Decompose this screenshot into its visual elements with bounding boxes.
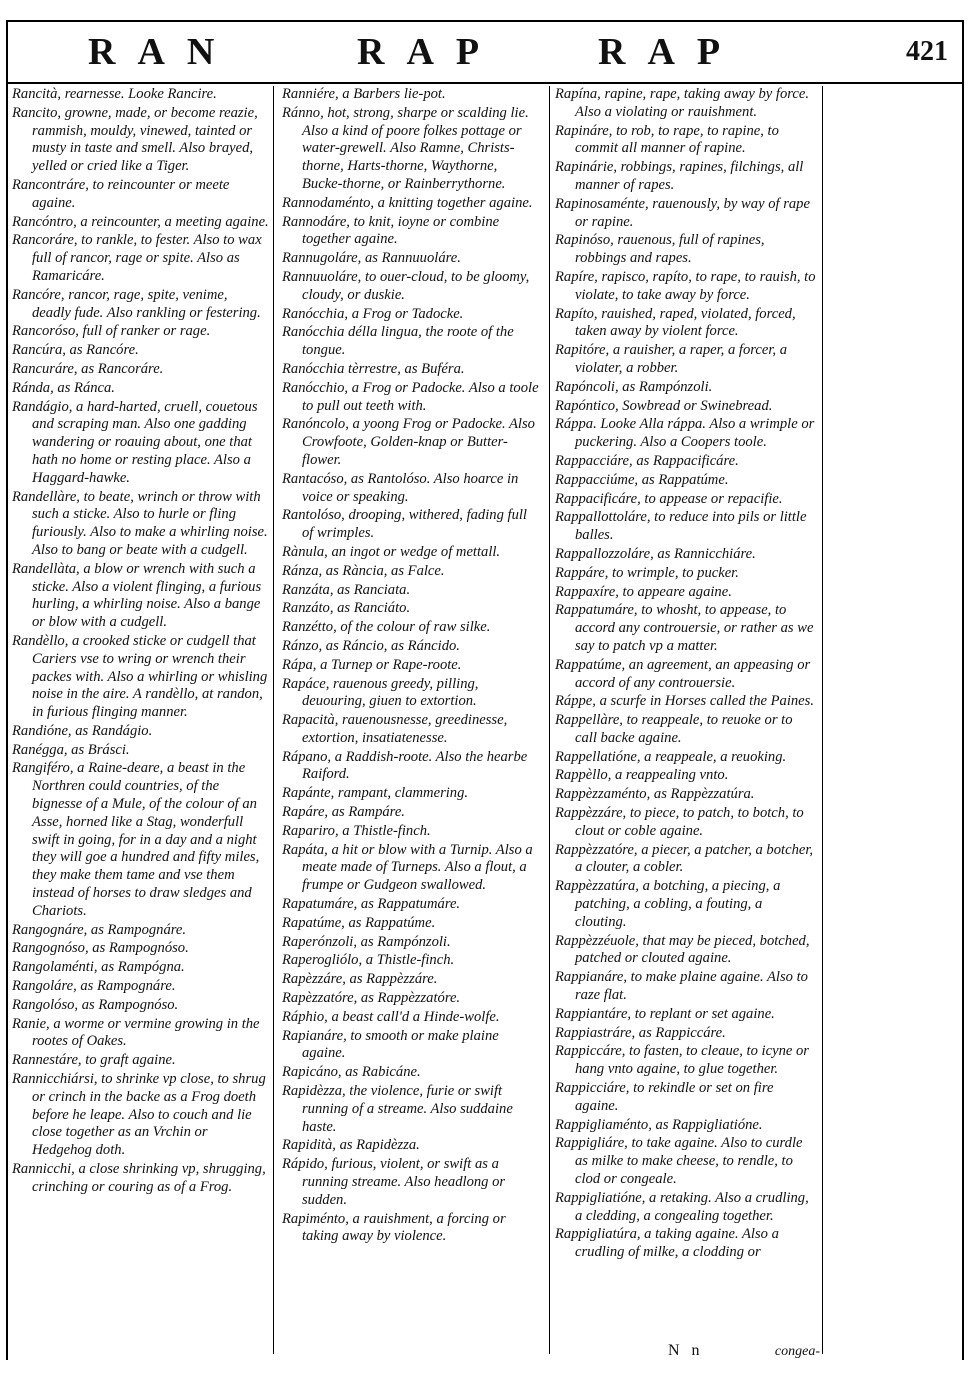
dictionary-entry: Rappallozzoláre, as Rannicchiáre.: [555, 545, 756, 562]
dictionary-entry: Rappigliatióne, a retaking. Also a crudling, a cledding, a congealing together.: [555, 1189, 809, 1224]
dictionary-entry: Ranégga, as Brásci.: [12, 741, 130, 758]
dictionary-entry: Rappèzzatóre, a piecer, a patcher, a botcher, a clouter, a cobler.: [555, 841, 814, 876]
dictionary-entry: Rapèzzáre, as Rappèzzáre.: [282, 971, 438, 988]
dictionary-entry: Rapóntico, Sowbread or Swinebread.: [555, 397, 773, 414]
column-3: [555, 86, 817, 1263]
dictionary-entry: Rangolóso, as Rampognóso.: [12, 996, 179, 1013]
dictionary-entry: Rappèzzatúra, a botching, a piecing, a patching, a cobling, a fouting, a clouting.: [555, 878, 781, 930]
dictionary-entry: Rangiféro, a Raine-deare, a beast in the Northren could countries, of the bignesse of a Mule, of the colour of an Asse, horned like a Stag, wonderfull swift in going, for in a day and a night they will goe a hundred and fifty miles, they make them tame and vse them instead of horses to draw sledges and Chariots.: [12, 760, 260, 919]
dictionary-entry: Rappellàre, to reappeale, to reuoke or to call backe againe.: [555, 712, 793, 746]
dictionary-entry: Rappatúme, an agreement, an appeasing or accord of any controuersie.: [555, 656, 811, 691]
dictionary-entry: Rapináre, to rob, to rape, to rapine, to commit all manner of rapine.: [555, 122, 779, 157]
header-right: RAP: [598, 31, 743, 73]
dictionary-entry: Rapèzzatóre, as Rappèzzatóre.: [282, 990, 461, 1007]
dictionary-entry: Rapóncoli, as Rampónzoli.: [555, 378, 713, 395]
dictionary-entry: Rannodáre, to knit, ioyne or combine together againe.: [282, 213, 500, 248]
dictionary-entry: Rancóre, rancor, rage, spite, venime, deadly fude. Also rankling or festering.: [12, 286, 261, 321]
column-2: [282, 86, 540, 1247]
column-rule: [822, 86, 823, 1354]
header-left: RAN: [88, 31, 237, 73]
dictionary-entry: Rancontráre, to reincounter or meete againe.: [12, 176, 230, 211]
dictionary-entry: Rappacciáre, as Rappacificáre.: [555, 452, 739, 469]
dictionary-entry: Rapidèzza, the violence, furie or swift running of a streame. Also suddaine haste.: [282, 1083, 513, 1135]
dictionary-entry: Randellàre, to beate, wrinch or throw with such a sticke. Also to hurle or fling furiously. Also to make a whirling noise. Also to bang or beate with a cudgell.: [12, 488, 268, 558]
catchword: congea-: [774, 1344, 820, 1359]
dictionary-entry: Rápa, a Turnep or Rape-roote.: [282, 656, 462, 673]
dictionary-entry: Randèllo, a crooked sticke or cudgell that Cariers vse to wring or wrench their packes with. Also a whirling or whisling noise in the aire. A randèllo, at randon, in furious flinging manner.: [12, 632, 268, 721]
dictionary-entry: Rappigliatúra, a taking againe. Also a crudling of milke, a clodding or: [555, 1226, 779, 1261]
dictionary-entry: Rappáre, to wrimple, to pucker.: [555, 564, 739, 581]
dictionary-entry: Rapariro, a Thistle-finch.: [282, 822, 431, 839]
dictionary-entry: Rappigliaménto, as Rappigliatióne.: [555, 1116, 763, 1133]
dictionary-entry: Rapitóre, a rauisher, a raper, a forcer, a violater, a robber.: [555, 342, 788, 376]
dictionary-entry: Randióne, as Randágio.: [12, 722, 153, 739]
dictionary-entry: Ranzétto, of the colour of raw silke.: [282, 619, 491, 636]
column-rule: [273, 86, 274, 1354]
dictionary-entry: Rannodaménto, a knitting together againe.: [282, 194, 533, 211]
dictionary-entry: Rangoláre, as Rampognáre.: [12, 978, 176, 995]
dictionary-entry: Rapinóso, rauenous, full of rapines, robbings and rapes.: [555, 232, 765, 267]
dictionary-entry: Ránda, as Ránca.: [12, 379, 115, 396]
dictionary-entry: Rappicciáre, to rekindle or set on fire againe.: [555, 1080, 774, 1114]
dictionary-entry: Rannuuoláre, to ouer-cloud, to be gloomy, cloudy, or duskie.: [282, 268, 530, 303]
dictionary-entry: Rangolaménti, as Rampógna.: [12, 959, 185, 976]
dictionary-entry: Rappacificáre, to appease or repacifie.: [555, 490, 783, 507]
dictionary-entry: Rappiantáre, to replant or set againe.: [555, 1005, 775, 1022]
dictionary-entry: Rannestáre, to graft againe.: [12, 1052, 176, 1069]
dictionary-entry: Rannicchiársi, to shrinke vp close, to shrug or crinch in the backe as a Frog doeth before he leape. Also to couch and lie close together as an Vrchin or Hedgehog doth.: [12, 1071, 266, 1159]
dictionary-entry: Rappiastráre, as Rappiccáre.: [555, 1024, 726, 1041]
dictionary-entry: Rancito, growne, made, or become reazie, rammish, mouldy, vinewed, tainted or musty in taste and smell. Also brayed, yelled or cried like a Tiger.: [12, 104, 258, 175]
dictionary-entry: Rappacciúme, as Rappatúme.: [555, 471, 729, 488]
header-middle: RAP: [357, 31, 502, 73]
dictionary-entry: Rapánte, rampant, clammering.: [282, 785, 469, 802]
column-rule: [549, 86, 550, 1354]
dictionary-entry: Rancóntro, a reincounter, a meeting againe.: [12, 213, 269, 230]
dictionary-entry: Rapicáno, as Rabicáne.: [282, 1064, 421, 1081]
dictionary-entry: Ranóncolo, a yoong Frog or Padocke. Also Crowfoote, Golden-knap or Butter-flower.: [282, 416, 535, 468]
dictionary-entry: Rappallottoláre, to reduce into pils or little balles.: [555, 509, 807, 544]
dictionary-entry: Rappigliáre, to take againe. Also to curdle as milke to make cheese, to rendle, to clod or congeale.: [555, 1135, 803, 1188]
dictionary-entry: Ranócchio, a Frog or Padocke. Also a toole to pull out teeth with.: [282, 379, 539, 414]
dictionary-entry: Rancoróso, full of ranker or rage.: [12, 323, 211, 340]
dictionary-entry: Rancoráre, to rankle, to fester. Also to wax full of rancor, rage or spite. Also as Ramaricáre.: [12, 232, 262, 284]
dictionary-entry: Rappatumáre, to whosht, to appease, to accord any controuersie, or rather as we say to patch vp a matter.: [555, 602, 814, 654]
dictionary-entry: Ranzáto, as Ranciáto.: [282, 600, 411, 617]
dictionary-entry: Rappellatióne, a reappeale, a reuoking.: [555, 748, 787, 765]
header-rule: [6, 82, 964, 84]
dictionary-entry: Rapáce, rauenous greedy, pilling, deuouring, giuen to extortion.: [282, 675, 479, 710]
dictionary-entry: Ranniére, a Barbers lie-pot.: [282, 86, 446, 102]
dictionary-entry: Rannugoláre, as Rannuuoláre.: [282, 250, 461, 267]
column-1: [12, 86, 270, 1198]
dictionary-entry: Randellàta, a blow or wrench with such a sticke. Also a violent flinging, a furious hurling, a whirling noise. Also a bange or blow with a cudgell.: [12, 560, 262, 631]
dictionary-entry: Ranócchia délla lingua, the roote of the tongue.: [282, 324, 514, 359]
dictionary-entry: Rancuráre, as Rancoráre.: [12, 360, 164, 377]
signature-mark: N n: [668, 1342, 704, 1359]
dictionary-entry: Rapína, rapine, rape, taking away by force. Also a violating or rauishment.: [555, 86, 809, 120]
dictionary-entry: Rappèzzáre, to piece, to patch, to botch, to clout or coble againe.: [555, 805, 804, 839]
dictionary-entry: Ráphio, a beast call'd a Hinde-wolfe.: [282, 1008, 500, 1025]
dictionary-entry: Rannicchi, a close shrinking vp, shrugging, crinching or couring as of a Frog.: [12, 1161, 266, 1195]
dictionary-entry: Randágio, a hard-harted, cruell, couetous and scraping man. Also one gadding wandering or roauing about, one that hath no home or resting place. Also a Haggard-hawke.: [12, 398, 258, 486]
dictionary-entry: Rapíre, rapisco, rapíto, to rape, to rauish, to violate, to take away by force.: [555, 268, 816, 303]
dictionary-entry: Ranzáta, as Ranciata.: [282, 581, 411, 598]
dictionary-entry: Rancità, rearnesse. Looke Rancire.: [12, 86, 217, 102]
dictionary-entry: Rapatúme, as Rappatúme.: [282, 914, 436, 931]
dictionary-entry: Rantacóso, as Rantolóso. Also hoarce in voice or speaking.: [282, 470, 519, 505]
dictionary-entry: Ráppa. Looke Alla ráppa. Also a wrimple or puckering. Also a Coopers toole.: [555, 416, 815, 451]
dictionary-entry: Rangognáre, as Rampognáre.: [12, 921, 187, 938]
dictionary-entry: Ránno, hot, strong, sharpe or scalding lie. Also a kind of poore folkes pottage or water-grewell. Also Ramne, Christs-thorne, Harts-thorne, Waythorne, Bucke-thorne, or Rainberrythorne.: [282, 104, 529, 192]
dictionary-entry: Rapatumáre, as Rappatumáre.: [282, 896, 461, 913]
dictionary-entry: Ráppe, a scurfe in Horses called the Paines.: [555, 693, 814, 710]
dictionary-entry: Rápido, furious, violent, or swift as a running streame. Also headlong or sudden.: [282, 1156, 506, 1208]
dictionary-entry: Rapíto, rauished, raped, violated, forced, taken away by violent force.: [555, 305, 796, 340]
dictionary-entry: Ranócchia, a Frog or Tadocke.: [282, 305, 464, 322]
dictionary-entry: Rapinosaménte, rauenously, by way of rape or rapine.: [555, 195, 810, 230]
dictionary-entry: Rappèzzaménto, as Rappèzzatúra.: [555, 786, 755, 803]
dictionary-entry: Ránza, as Rància, as Falce.: [282, 562, 445, 579]
page-number: 421: [906, 36, 948, 67]
dictionary-entry: Rappèllo, a reappealing vnto.: [555, 767, 729, 784]
dictionary-entry: Rapáre, as Rampáre.: [282, 804, 405, 821]
dictionary-entry: Ranie, a worme or vermine growing in the rootes of Oakes.: [12, 1015, 260, 1050]
dictionary-entry: Rappianáre, to make plaine againe. Also to raze flat.: [555, 969, 808, 1004]
dictionary-entry: Rappiccáre, to fasten, to cleaue, to icyne or hang vnto againe, to glue together.: [555, 1043, 809, 1078]
dictionary-entry: Raperónzoli, as Rampónzoli.: [282, 933, 451, 950]
dictionary-entry: Rapinárie, robbings, rapines, filchings, all manner of rapes.: [555, 159, 804, 193]
dictionary-entry: Rantolóso, drooping, withered, fading full of wrimples.: [282, 507, 527, 542]
dictionary-entry: Rancúra, as Rancóre.: [12, 342, 139, 359]
dictionary-entry: Ránzo, as Ráncio, as Ráncido.: [282, 637, 460, 654]
dictionary-entry: Rapianáre, to smooth or make plaine againe.: [282, 1027, 499, 1062]
dictionary-entry: Rappèzzéuole, that may be pieced, botched, patched or clouted againe.: [555, 932, 810, 967]
dictionary-entry: Rangognóso, as Rampognóso.: [12, 940, 189, 957]
dictionary-entry: Rapidità, as Rapidèzza.: [282, 1137, 420, 1154]
dictionary-entry: Rapáta, a hit or blow with a Turnip. Also a meate made of Turneps. Also a flout, a frumpe or Gudgeon swallowed.: [282, 841, 533, 894]
dictionary-entry: Rapacità, rauenousnesse, greedinesse, extortion, insatiatenesse.: [282, 712, 508, 746]
dictionary-entry: Rápano, a Raddish-roote. Also the hearbe Raiford.: [282, 748, 528, 783]
dictionary-entry: Ranócchia tèrrestre, as Buféra.: [282, 360, 465, 377]
dictionary-entry: Rànula, an ingot or wedge of mettall.: [282, 543, 501, 560]
dictionary-entry: Rapiménto, a rauishment, a forcing or taking away by violence.: [282, 1210, 506, 1245]
dictionary-entry: Raperogliólo, a Thistle-finch.: [282, 952, 455, 969]
dictionary-entry: Rappaxíre, to appeare againe.: [555, 583, 732, 600]
